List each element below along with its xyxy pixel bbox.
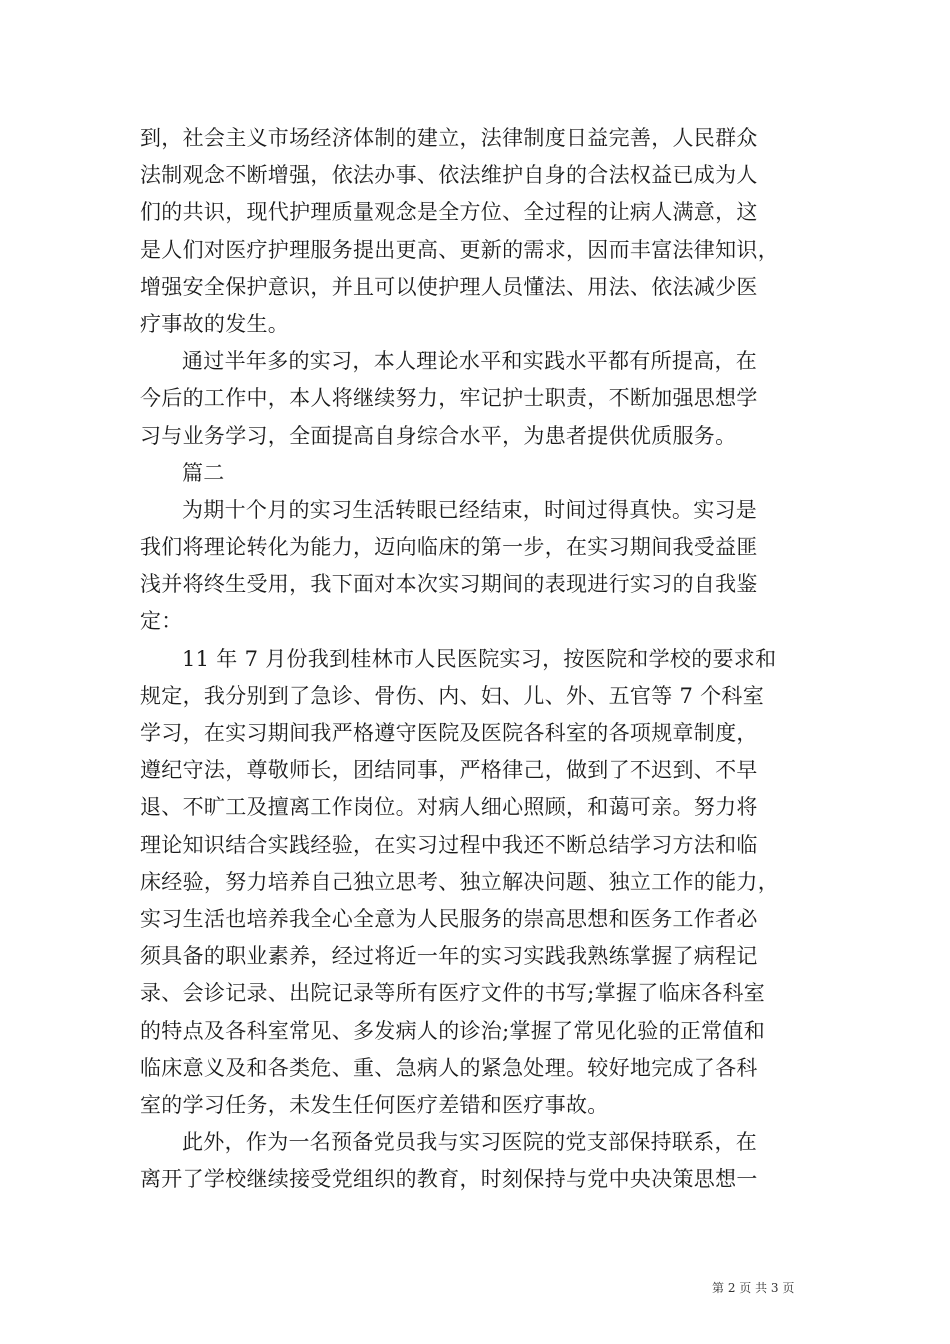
text-line: 我们将理论转化为能力，迈向临床的第一步，在实习期间我受益匪 [140,535,758,560]
text-line: 增强安全保护意识，并且可以使护理人员懂法、用法、依法减少医 [140,274,758,299]
text-line: 室的学习任务，未发生任何医疗差错和医疗事故。 [140,1092,609,1117]
text-line: 临床意义及和各类危、重、急病人的紧急处理。较好地完成了各科 [140,1055,758,1080]
text-line: 们的共识，现代护理质量观念是全方位、全过程的让病人满意，这 [140,200,758,225]
paragraph-first-line: 此外，作为一名预备党员我与实习医院的党支部保持联系，在 [182,1130,758,1155]
text-line: 须具备的职业素养，经过将近一年的实习实践我熟练掌握了病程记 [140,944,758,969]
text-line: 录、会诊记录、出院记录等所有医疗文件的书写;掌握了临床各科室 [140,981,766,1006]
text-line: 规定，我分别到了急诊、骨伤、内、妇、儿、外、五官等 7 个科室 [140,683,765,708]
text-line: 法制观念不断增强，依法办事、依法维护自身的合法权益已成为人 [140,163,758,188]
text-line: 遵纪守法，尊敬师长，团结同事，严格律己，做到了不迟到、不早 [140,758,758,783]
text-line: 退、不旷工及擅离工作岗位。对病人细心照顾，和蔼可亲。努力将 [140,795,758,820]
text-line: 实习生活也培养我全心全意为人民服务的崇高思想和医务工作者必 [140,906,758,931]
text-line: 习与业务学习，全面提高自身综合水平，为患者提供优质服务。 [140,423,737,448]
text-line: 理论知识结合实践经验，在实习过程中我还不断总结学习方法和临 [140,832,758,857]
document-body [140,120,820,1198]
paragraph-first-line: 篇二 [182,460,225,485]
text-line: 疗事故的发生。 [140,311,290,336]
text-line: 今后的工作中，本人将继续努力，牢记护士职责，不断加强思想学 [140,386,758,411]
text-line: 是人们对医疗护理服务提出更高、更新的需求，因而丰富法律知识， [140,237,779,262]
text-line: 离开了学校继续接受党组织的教育，时刻保持与党中央决策思想一 [140,1167,758,1192]
text-line: 浅并将终生受用，我下面对本次实习期间的表现进行实习的自我鉴 [140,572,758,597]
paragraph-first-line: 通过半年多的实习，本人理论水平和实践水平都有所提高，在 [182,349,758,374]
paragraph-first-line: 为期十个月的实习生活转眼已经结束，时间过得真快。实习是 [182,497,758,522]
paragraph-first-line: 11 年 7 月份我到桂林市人民医院实习，按医院和学校的要求和 [182,646,777,671]
page-indicator: 第 2 页 共 3 页 [712,1281,795,1295]
text-line: 的特点及各科室常见、多发病人的诊治;掌握了常见化验的正常值和 [140,1018,766,1043]
text-line: 床经验，努力培养自己独立思考、独立解决问题、独立工作的能力， [140,869,779,894]
text-line: 学习，在实习期间我严格遵守医院及医院各科室的各项规章制度， [140,721,758,745]
text-line: 到，社会主义市场经济体制的建立，法律制度日益完善，人民群众 [140,126,758,150]
text-line: 定： [140,609,183,634]
